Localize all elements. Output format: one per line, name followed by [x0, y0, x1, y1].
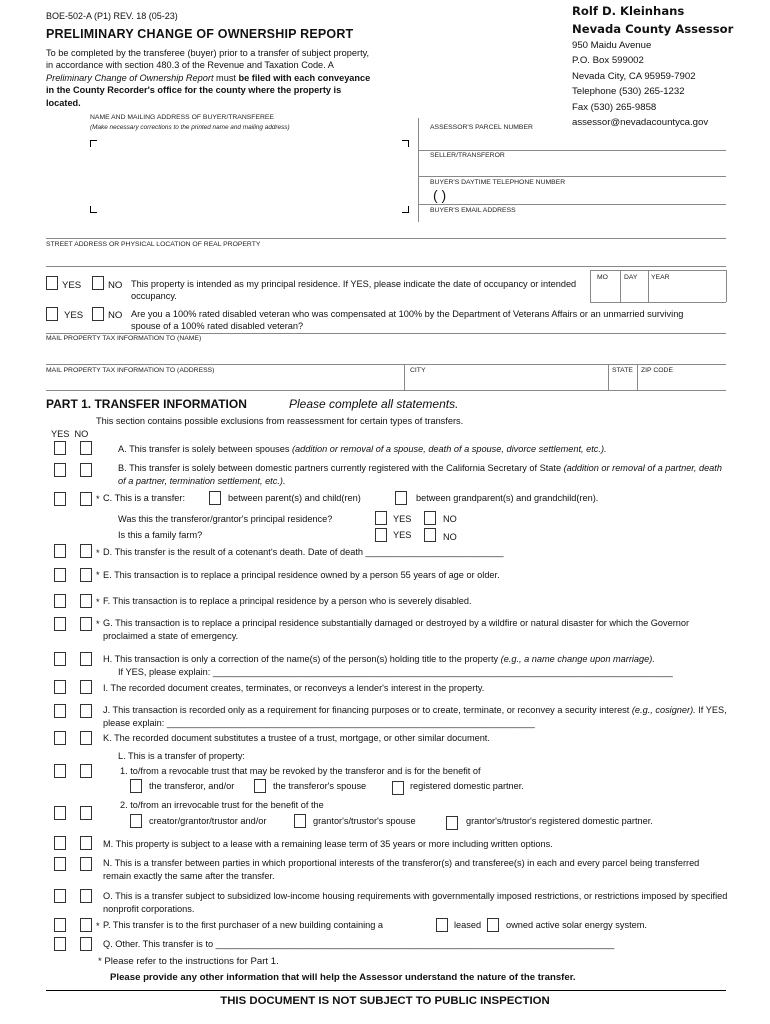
d-yes-checkbox[interactable]	[54, 544, 66, 558]
item-h: H. This transaction is only a correction of the name(s) of the person(s) holding title to the property (e.g., a name change upon marriage).	[103, 654, 655, 664]
buyer-hint: (Make necessary corrections to the printed name and mailing address)	[90, 124, 290, 131]
item-l2: 2. to/from an irrevocable trust for the benefit of the	[120, 800, 324, 810]
veteran-yes-checkbox[interactable]	[46, 307, 58, 321]
d-no-checkbox[interactable]	[80, 544, 92, 558]
year-label: YEAR	[651, 274, 670, 281]
l1-spouse-label: the transferor's spouse	[273, 781, 367, 791]
e-no-checkbox[interactable]	[80, 568, 92, 582]
seller-label: SELLER/TRANSFEROR	[430, 152, 505, 159]
c-principal-yes-checkbox[interactable]	[375, 511, 387, 525]
l2-no-checkbox[interactable]	[80, 806, 92, 820]
i-yes-checkbox[interactable]	[54, 680, 66, 694]
part1-title: PART 1. TRANSFER INFORMATION	[46, 397, 247, 411]
item-a: A. This transfer is solely between spouses (addition or removal of a spouse, death of a spouse, divorce settlement, etc.).	[118, 444, 607, 454]
l1-transferor-label: the transferor, and/or	[149, 781, 235, 791]
assessor-block	[572, 2, 762, 130]
city-label: CITY	[410, 367, 426, 374]
assessor-email: assessor@nevadacountyca.gov	[572, 117, 709, 129]
phone-label: BUYER'S DAYTIME TELEPHONE NUMBER	[430, 179, 566, 186]
item-l: L. This is a transfer of property:	[118, 751, 245, 761]
corner-tr	[402, 140, 409, 147]
l1-partner-label: registered domestic partner.	[410, 781, 524, 791]
f-asterisk: *	[96, 597, 100, 607]
c-parent-child-checkbox[interactable]	[209, 491, 221, 505]
i-no-checkbox[interactable]	[80, 680, 92, 694]
l2-creator-checkbox[interactable]	[130, 814, 142, 828]
item-f: F. This transaction is to replace a principal residence by a person who is severely disabled.	[103, 596, 472, 606]
b-yes-checkbox[interactable]	[54, 463, 66, 477]
c-yes-checkbox[interactable]	[54, 492, 66, 506]
mail-name-label: MAIL PROPERTY TAX INFORMATION TO (NAME)	[46, 335, 202, 342]
a-yes-checkbox[interactable]	[54, 441, 66, 455]
mo-label: MO	[597, 274, 608, 281]
item-j: J. This transaction is recorded only as a requirement for financing purposes or to create, terminate, or reconvey a security interest (e.g., cosigner). If YES, please explain: ________________________________________________________________________	[103, 705, 727, 728]
veteran-question: Are you a 100% rated disabled veteran who was compensated at 100% by the Department of Veterans Affairs or an unmarried surviving spouse of a 100% rated disabled veteran?	[131, 309, 684, 331]
email-label: BUYER'S EMAIL ADDRESS	[430, 207, 516, 214]
p-no-checkbox[interactable]	[80, 918, 92, 932]
corner-br	[402, 206, 409, 213]
q-no-checkbox[interactable]	[80, 937, 92, 951]
j-yes-checkbox[interactable]	[54, 704, 66, 718]
part1-description: This section contains possible exclusions from reassessment for certain types of transfers.	[96, 416, 464, 426]
principal-question: This property is intended as my principal residence. If YES, please indicate the date of occupancy or intended occupancy.	[131, 279, 577, 301]
c-principal-yes-label: YES	[393, 514, 412, 524]
assessor-office: Nevada County Assessor	[572, 22, 734, 36]
g-no-checkbox[interactable]	[80, 617, 92, 631]
g-asterisk: *	[96, 619, 100, 629]
c-grandparent-checkbox[interactable]	[395, 491, 407, 505]
g-yes-checkbox[interactable]	[54, 617, 66, 631]
l2-spouse-label: grantor's/trustor's spouse	[313, 816, 416, 826]
p-owned-checkbox[interactable]	[487, 918, 499, 932]
item-d: D. This transfer is the result of a cotenant's death. Date of death ___________________________	[103, 547, 504, 557]
corner-bl	[90, 206, 97, 213]
l1-yes-checkbox[interactable]	[54, 764, 66, 778]
c-farm-question: Is this a family farm?	[118, 530, 203, 540]
p-yes-checkbox[interactable]	[54, 918, 66, 932]
b-no-checkbox[interactable]	[80, 463, 92, 477]
assessor-name: Rolf D. Kleinhans	[572, 4, 685, 18]
a-no-checkbox[interactable]	[80, 441, 92, 455]
item-e: E. This transaction is to replace a principal residence owned by a person 55 years of age or older.	[103, 570, 500, 580]
item-k: K. The recorded document substitutes a trustee of a trust, mortgage, or other similar document.	[103, 733, 490, 743]
l2-partner-checkbox[interactable]	[446, 816, 458, 830]
p-leased-checkbox[interactable]	[436, 918, 448, 932]
k-yes-checkbox[interactable]	[54, 731, 66, 745]
h-explain[interactable]: If YES, please explain: __________________________________________________________________________________________	[118, 667, 673, 677]
l1-partner-checkbox[interactable]	[392, 781, 404, 795]
zip-label: ZIP CODE	[641, 367, 673, 374]
item-q[interactable]: Q. Other. This transfer is to ______________________________________________________________________________	[103, 939, 615, 949]
c-principal-no-label: NO	[443, 514, 457, 524]
h-no-checkbox[interactable]	[80, 652, 92, 666]
item-o: O. This is a transfer subject to subsidized low-income housing requirements with governmentally imposed restrictions, or restrictions imposed by specified nonprofit corporations.	[103, 891, 728, 914]
n-yes-checkbox[interactable]	[54, 857, 66, 871]
part1-note: * Please refer to the instructions for Part 1.	[98, 956, 279, 967]
c-parent-child-label: between parent(s) and child(ren)	[228, 493, 361, 503]
veteran-yes-label: YES	[64, 310, 84, 321]
l2-creator-label: creator/grantor/trustor and/or	[149, 816, 267, 826]
assessor-city: Nevada City, CA 95959-7902	[572, 70, 696, 82]
item-p: P. This transfer is to the first purchaser of a new building containing a	[103, 920, 384, 930]
principal-yes-checkbox[interactable]	[46, 276, 58, 290]
l1-no-checkbox[interactable]	[80, 764, 92, 778]
m-no-checkbox[interactable]	[80, 836, 92, 850]
p-leased-label: leased	[454, 920, 482, 930]
j-no-checkbox[interactable]	[80, 704, 92, 718]
principal-no-checkbox[interactable]	[92, 276, 104, 290]
c-farm-yes-label: YES	[393, 530, 412, 540]
assessor-address2: P.O. Box 599002	[572, 55, 644, 67]
c-farm-no-label: NO	[443, 532, 457, 542]
e-yes-checkbox[interactable]	[54, 568, 66, 582]
f-no-checkbox[interactable]	[80, 594, 92, 608]
c-grandparent-label: between grandparent(s) and grandchild(ren).	[416, 493, 599, 503]
h-yes-checkbox[interactable]	[54, 652, 66, 666]
phone-parens[interactable]: ( )	[433, 187, 447, 203]
l1-transferor-checkbox[interactable]	[130, 779, 142, 793]
o-yes-checkbox[interactable]	[54, 889, 66, 903]
c-principal-no-checkbox[interactable]	[424, 511, 436, 525]
form-number: BOE-502-A (P1) REV. 18 (05-23)	[46, 11, 178, 21]
item-n: N. This is a transfer between parties in which proportional interests of the transferor(s) and transferee(s) in each and every parcel being transferred remain exactly the same after the transfer.	[103, 858, 700, 881]
l2-partner-label: grantor's/trustor's registered domestic partner.	[466, 816, 653, 826]
f-yes-checkbox[interactable]	[54, 594, 66, 608]
q-yes-checkbox[interactable]	[54, 937, 66, 951]
form-title: PRELIMINARY CHANGE OF OWNERSHIP REPORT	[46, 27, 354, 41]
principal-yes-label: YES	[62, 280, 82, 291]
c-principal-question: Was this the transferor/grantor's principal residence?	[118, 514, 333, 524]
principal-no-label: NO	[108, 280, 123, 291]
part1-subtitle: Please complete all statements.	[289, 397, 459, 411]
assessor-info-note: Please provide any other information that will help the Assessor understand the nature of the transfer.	[110, 972, 576, 983]
assessor-phone: Telephone (530) 265-1232	[572, 86, 685, 98]
intro-text: To be completed by the transferee (buyer) prior to a transfer of subject property, in accordance with section 480.3 of the Revenue and Taxation Code. A Preliminary Change of Ownership Report must be filed with each conveyance in the County Recorder's office for the county where the property is located.	[46, 48, 371, 108]
state-label: STATE	[612, 367, 633, 374]
yes-no-header: YES NO	[51, 429, 89, 439]
k-no-checkbox[interactable]	[80, 731, 92, 745]
day-label: DAY	[624, 274, 638, 281]
p-owned-label: owned active solar energy system.	[506, 920, 647, 930]
c-farm-no-checkbox[interactable]	[424, 528, 436, 542]
l2-spouse-checkbox[interactable]	[294, 814, 306, 828]
p-asterisk: *	[96, 921, 100, 931]
street-label: STREET ADDRESS OR PHYSICAL LOCATION OF REAL PROPERTY	[46, 241, 261, 248]
mail-address-label: MAIL PROPERTY TAX INFORMATION TO (ADDRESS)	[46, 367, 215, 374]
item-g: G. This transaction is to replace a principal residence substantially damaged or destroyed by a wildfire or natural disaster for which the Governor proclaimed a state of emergency.	[103, 618, 690, 641]
l2-yes-checkbox[interactable]	[54, 806, 66, 820]
assessor-fax: Fax (530) 265-9858	[572, 101, 657, 113]
c-farm-yes-checkbox[interactable]	[375, 528, 387, 542]
c-asterisk: *	[96, 494, 100, 504]
o-no-checkbox[interactable]	[80, 889, 92, 903]
m-yes-checkbox[interactable]	[54, 836, 66, 850]
d-asterisk: *	[96, 548, 100, 558]
footer-notice: THIS DOCUMENT IS NOT SUBJECT TO PUBLIC INSPECTION	[220, 995, 550, 1007]
item-l1: 1. to/from a revocable trust that may be revoked by the transferor and is for the benefit of	[120, 766, 481, 776]
parcel-label: ASSESSOR'S PARCEL NUMBER	[430, 124, 533, 131]
buyer-name-label: NAME AND MAILING ADDRESS OF BUYER/TRANSFEREE	[90, 114, 274, 121]
item-c: C. This is a transfer:	[103, 493, 186, 503]
e-asterisk: *	[96, 570, 100, 580]
l1-spouse-checkbox[interactable]	[254, 779, 266, 793]
veteran-no-label: NO	[108, 310, 123, 321]
item-b: B. This transfer is solely between domestic partners currently registered with the California Secretary of State (addition or removal of a partner, death of a partner, termination settlement, etc.).	[118, 463, 722, 486]
n-no-checkbox[interactable]	[80, 857, 92, 871]
veteran-no-checkbox[interactable]	[92, 307, 104, 321]
assessor-address1: 950 Maidu Avenue	[572, 40, 652, 51]
c-no-checkbox[interactable]	[80, 492, 92, 506]
item-m: M. This property is subject to a lease with a remaining lease term of 35 years or more including written options.	[103, 839, 553, 849]
buyer-address-area[interactable]	[96, 146, 396, 206]
item-i: I. The recorded document creates, terminates, or reconveys a lender's interest in the property.	[103, 683, 485, 693]
